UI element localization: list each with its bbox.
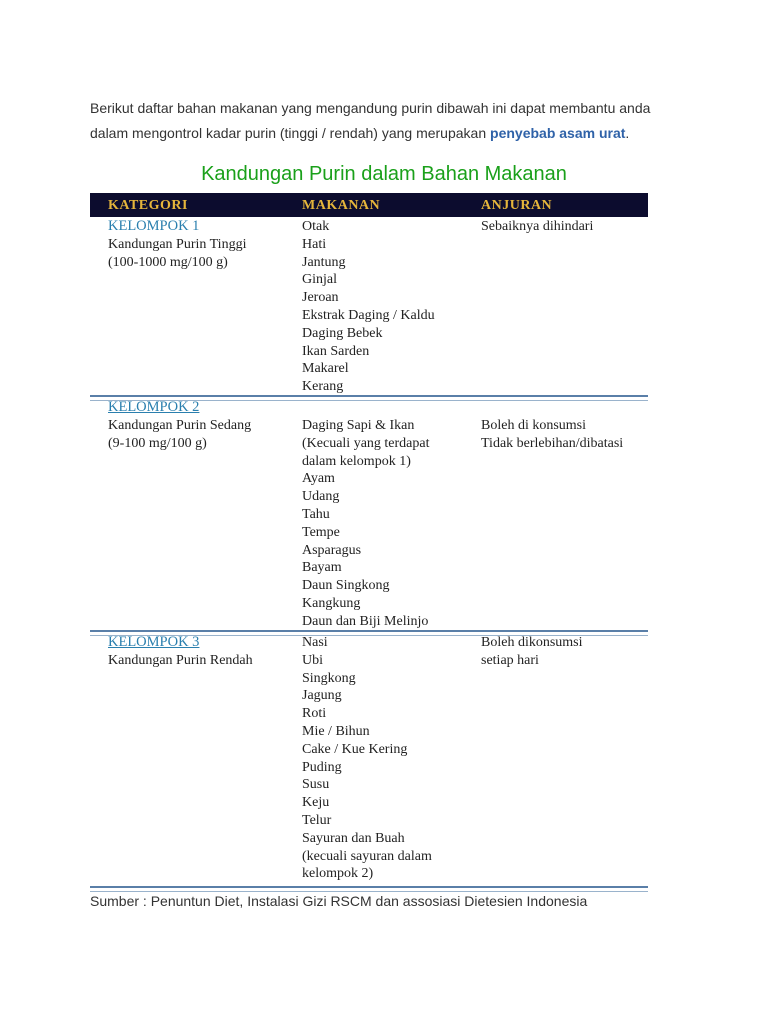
category-cell <box>108 399 298 452</box>
food-item: (Kecuali yang terdapat <box>302 435 430 451</box>
food-item: Susu <box>302 777 330 793</box>
food-item: Jeroan <box>302 290 339 306</box>
advice-cell <box>481 218 651 236</box>
food-item: Kerang <box>302 379 344 395</box>
food-item: Daun Singkong <box>302 578 390 594</box>
food-item: Keju <box>302 795 330 811</box>
food-item: Jagung <box>302 688 342 704</box>
food-item: Ubi <box>302 652 323 668</box>
food-item: Ginjal <box>302 272 337 288</box>
food-item: kelompok 2) <box>302 866 374 882</box>
source-note: Sumber : Penuntun Diet, Instalasi Gizi RSCM dan assosiasi Dietesien Indonesia <box>90 893 588 909</box>
row-separator <box>90 886 648 892</box>
food-item: Asparagus <box>302 542 362 558</box>
intro-line-2-text: dalam mengontrol kadar purin (tinggi / rendah) yang merupakan <box>90 125 491 141</box>
food-item: Udang <box>302 489 340 505</box>
intro-line-1: Berikut daftar bahan makanan yang mengandung purin dibawah ini dapat membantu anda <box>90 100 651 116</box>
food-item: Sayuran dan Buah <box>302 830 405 846</box>
advice-text: Tidak berlebihan/dibatasi <box>481 435 624 451</box>
intro-paragraph <box>90 96 690 146</box>
advice-text: setiap hari <box>481 652 539 668</box>
group-desc: Kandungan Purin Sedang <box>108 417 252 433</box>
foods-cell <box>302 218 477 396</box>
advice-cell <box>481 634 651 670</box>
food-item: Makarel <box>302 361 349 377</box>
table-row-kelompok-2 <box>90 398 648 633</box>
group-range: (9-100 mg/100 g) <box>108 435 207 451</box>
food-item: Mie / Bihun <box>302 723 370 739</box>
header-anjuran: ANJURAN <box>481 198 553 213</box>
intro-line-2-end: . <box>625 125 630 141</box>
group-range: (100-1000 mg/100 g) <box>108 254 228 270</box>
food-item: Ekstrak Daging / Kaldu <box>302 307 435 323</box>
category-cell <box>108 634 298 670</box>
header-kategori: KATEGORI <box>108 198 188 213</box>
food-item: Tahu <box>302 506 330 522</box>
intro-line-2 <box>90 121 690 146</box>
food-item: Jantung <box>302 254 346 270</box>
food-item: Daging Sapi & Ikan <box>302 418 415 433</box>
food-item: Daun dan Biji Melinjo <box>302 613 429 629</box>
food-item: Puding <box>302 759 342 775</box>
food-item: Hati <box>302 236 327 252</box>
advice-cell <box>481 417 651 453</box>
table-row-kelompok-1 <box>90 217 648 398</box>
group-desc: Kandungan Purin Tinggi <box>108 236 247 252</box>
purine-table <box>90 193 648 889</box>
header-makanan: MAKANAN <box>302 198 381 213</box>
category-cell <box>108 218 298 271</box>
table-row-kelompok-3 <box>90 633 648 889</box>
food-item: Nasi <box>302 635 328 650</box>
food-item: Otak <box>302 219 330 234</box>
advice-text: Boleh di konsumsi <box>481 418 587 433</box>
food-item: Bayam <box>302 560 342 576</box>
group-name: KELOMPOK 2 <box>108 399 200 415</box>
food-item: Daging Bebek <box>302 325 383 341</box>
group-name: KELOMPOK 1 <box>108 218 200 234</box>
advice-text: Sebaiknya dihindari <box>481 219 594 234</box>
penyebab-asam-urat-link[interactable]: penyebab asam urat <box>490 125 626 141</box>
foods-cell <box>302 417 477 631</box>
food-item: Tempe <box>302 524 340 540</box>
food-item: (kecuali sayuran dalam <box>302 848 432 864</box>
food-item: Cake / Kue Kering <box>302 741 408 757</box>
food-item: Roti <box>302 706 327 722</box>
foods-cell <box>302 634 477 883</box>
group-name: KELOMPOK 3 <box>108 634 200 650</box>
table-title: Kandungan Purin dalam Bahan Makanan <box>201 163 567 185</box>
advice-text: Boleh dikonsumsi <box>481 635 583 650</box>
food-item: dalam kelompok 1) <box>302 453 411 469</box>
group-desc: Kandungan Purin Rendah <box>108 652 253 668</box>
food-item: Ayam <box>302 471 335 487</box>
food-item: Singkong <box>302 670 356 686</box>
food-item: Telur <box>302 812 332 828</box>
food-item: Kangkung <box>302 595 361 611</box>
table-header <box>90 193 648 217</box>
food-item: Ikan Sarden <box>302 343 370 359</box>
